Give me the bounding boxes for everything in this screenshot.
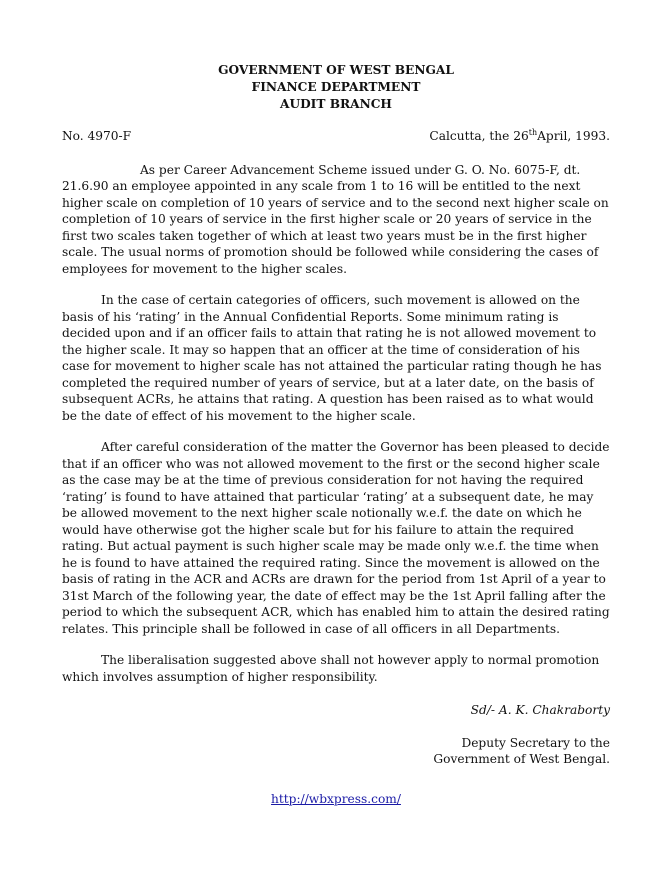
designation-line-2: Government of West Bengal. (433, 752, 610, 766)
paragraph-2: In the case of certain categories of officers, such movement is allowed on the basis of his ‘rating’ in the Annual Confidential Reports. Some minimum rating is decided upon and if an officer fails to attain that rating he is not allowed movement to the higher scale. It may so happen that an officer at the time of consideration of his case for movement to higher scale has not attained the particular rating though he has completed the required number of years of service, but at a later date, on the basis of subsequent ACRs, he attains that rating. A question has been raised as to what would be the date of effect of his movement to the higher scale. (62, 293, 602, 423)
heading-department: FINANCE DEPARTMENT (251, 80, 421, 94)
heading-government: GOVERNMENT OF WEST BENGAL (218, 63, 454, 77)
document-heading (62, 62, 610, 113)
page-footer (0, 791, 672, 808)
paragraph-1: As per Career Advancement Scheme issued under G. O. No. 6075-F, dt. 21.6.90 an employee appointed in any scale from 1 to 16 will be entitled to the next higher scale on completion of 10 years of service and to the second next higher scale on completion of 10 years of service in the first higher scale or 20 years of service in the first two scales taken together of which at least two years must be in the first higher scale. The usual norms of promotion should be followed while considering the cases of employees for movement to the higher scales. (62, 162, 609, 276)
footer-link[interactable]: http://wbxpress.com/ (271, 792, 401, 806)
memo-number: No. 4970-F (62, 129, 132, 143)
reference-line (62, 128, 610, 145)
heading-branch: AUDIT BRANCH (280, 97, 392, 111)
signature-name: Sd/- A. K. Chakraborty (470, 703, 610, 717)
paragraph-3: After careful consideration of the matter the Governor has been pleased to decide that if an officer who was not allowed movement to the first or the second higher scale as the case may be at the time of previous consideration for not having the required ‘rating’ is found to have attained that particular ‘rating’ at a subsequent date, he may be allowed movement to the next higher scale notionally w.e.f. the date on which he would have otherwise got the higher scale but for his failure to attain the required rating. But actual payment is such higher scale may be made only w.e.f. the time when he is found to have attained the required rating. Since the movement is allowed on the basis of rating in the ACR and ACRs are drawn for the period from 1st April of a year to 31st March of the following year, the date of effect may be the 1st April falling after the period to which the subsequent ACR, which has enabled him to attain the desired rating relates. This principle shall be followed in case of all officers in all Departments. (62, 440, 610, 636)
paragraph-4: The liberalisation suggested above shall not however apply to normal promotion which involves assumption of higher responsibility. (62, 653, 600, 684)
memo-date-suffix: th (528, 127, 538, 137)
memo-date-rest: April, 1993. (537, 129, 610, 143)
memo-place-date (429, 128, 610, 145)
designation-line-1: Deputy Secretary to the (461, 735, 610, 750)
memo-date-prefix: Calcutta, the 26 (429, 129, 529, 143)
signature-designation (62, 735, 610, 768)
